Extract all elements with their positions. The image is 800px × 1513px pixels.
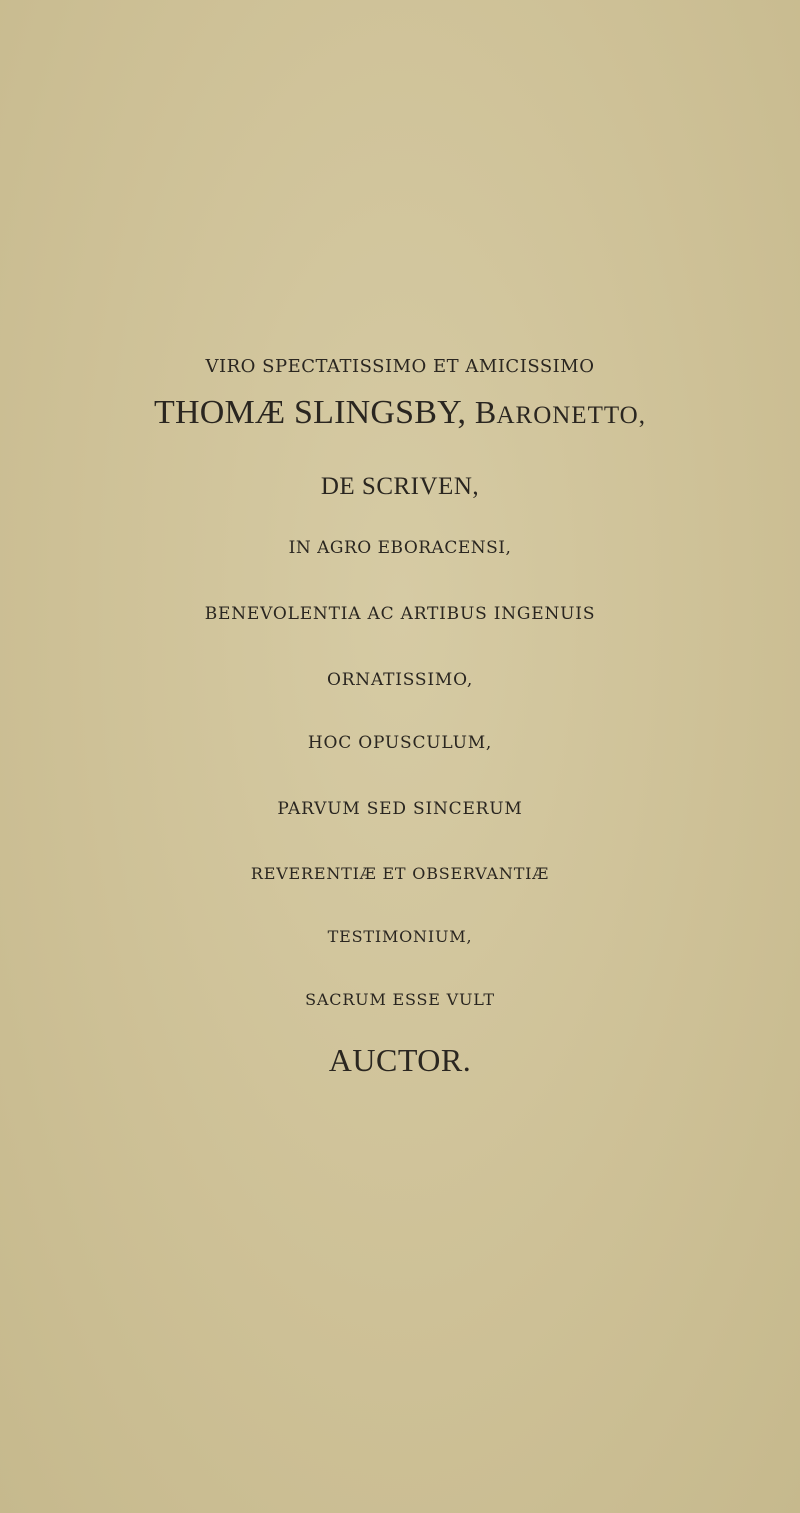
- dedication-line-viro: VIRO SPECTATISSIMO ET AMICISSIMO: [205, 356, 595, 377]
- dedication-line-county: IN AGRO EBORACENSI,: [288, 538, 512, 558]
- title-rest: ARONETTO,: [496, 402, 646, 429]
- dedication-line-testimonium: TESTIMONIUM,: [327, 927, 473, 946]
- dedication-line-opusculum: HOC OPUSCULUM,: [307, 733, 493, 753]
- dedicatee-name: THOMÆ SLINGSBY,: [154, 394, 475, 431]
- dedication-line-place: DE SCRIVEN,: [320, 473, 480, 500]
- dedication-line-parvum: PARVUM SED SINCERUM: [277, 799, 523, 819]
- dedication-line-name: [0, 396, 800, 430]
- title-initial: B: [474, 394, 497, 430]
- dedication-line-auctor: AUCTOR.: [328, 1042, 472, 1078]
- dedication-line-reverentiae: REVERENTIÆ ET OBSERVANTIÆ: [250, 864, 550, 883]
- dedication-line-sacrum: SACRUM ESSE VULT: [305, 990, 495, 1009]
- dedication-line-benevolentia: BENEVOLENTIA AC ARTIBUS INGENUIS: [204, 604, 596, 624]
- dedication-line-ornatissimo: ORNATISSIMO,: [326, 670, 474, 690]
